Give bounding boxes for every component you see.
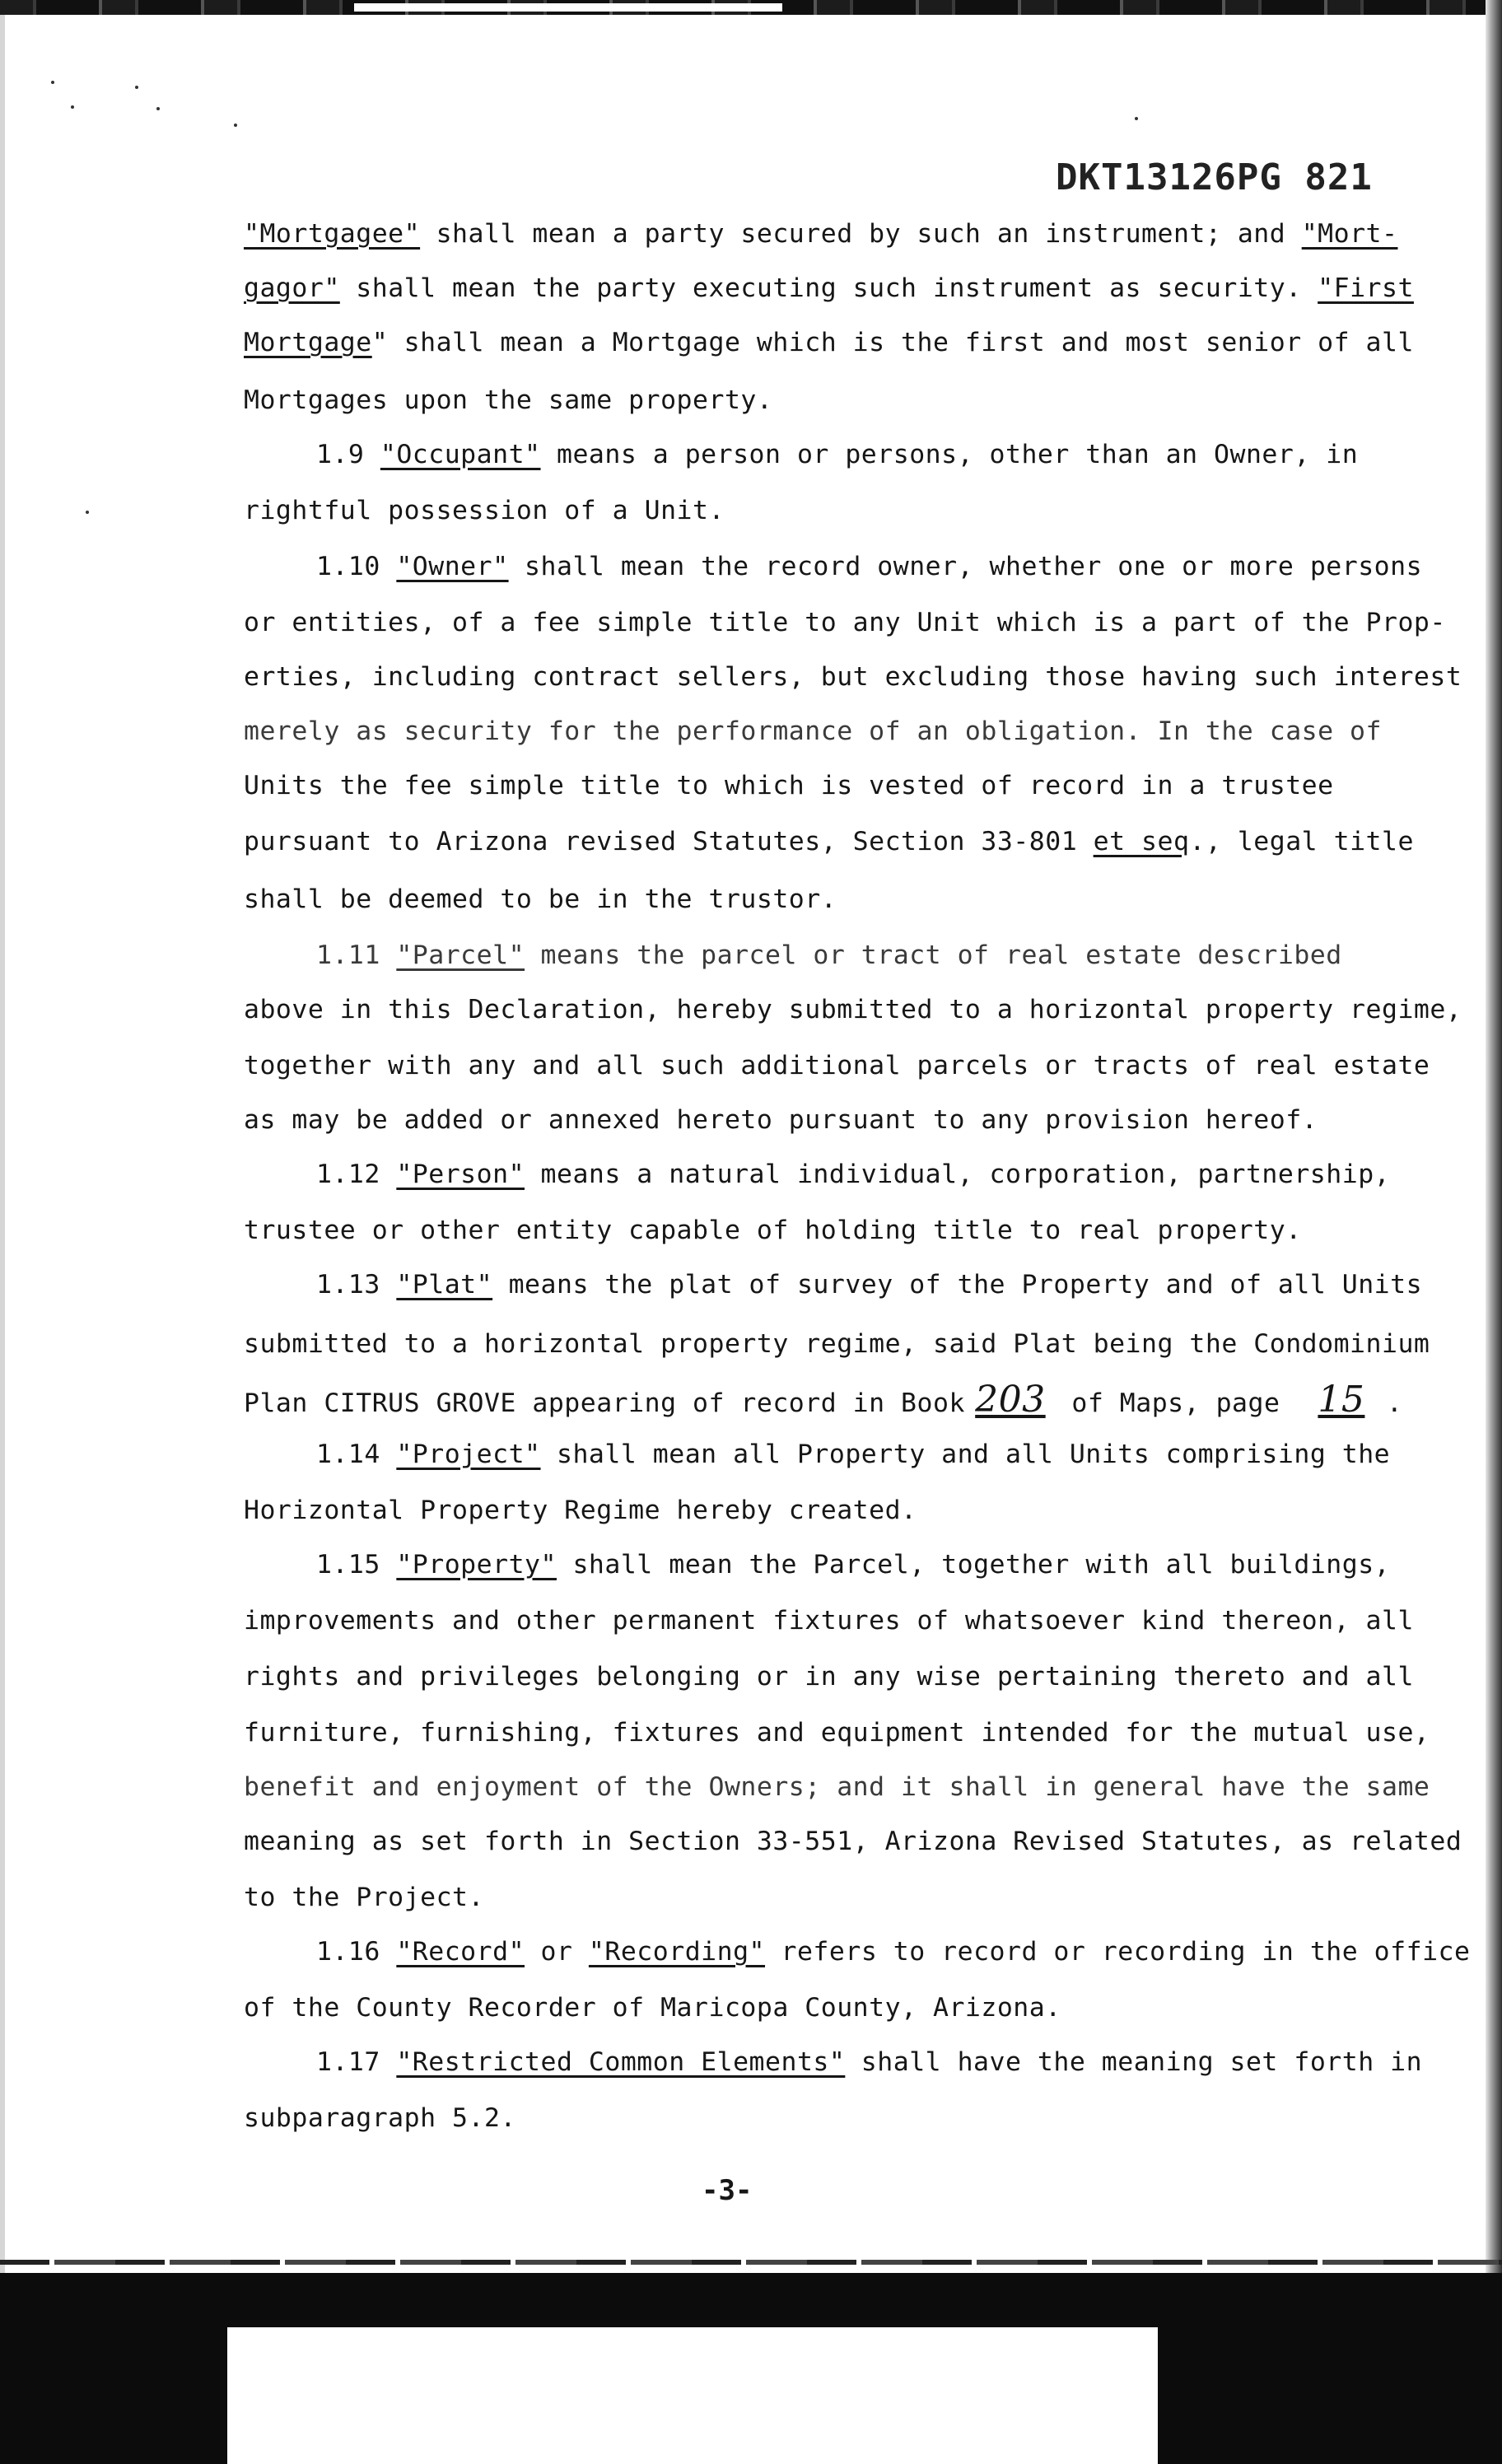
- speck: [234, 124, 237, 127]
- text-line: 1.11 "Parcel" means the parcel or tract of real estate described: [316, 940, 1342, 970]
- speck: [1135, 117, 1138, 120]
- handwritten-page-number: 15: [1318, 1379, 1365, 1421]
- speck: [135, 86, 138, 89]
- scan-bottom-paper: [227, 2327, 1158, 2464]
- text-line: 1.14 "Project" shall mean all Property and all Units comprising the: [316, 1440, 1391, 1469]
- text-line: submitted to a horizontal property regime, said Plat being the Condominium: [244, 1329, 1430, 1359]
- text-line: rightful possession of a Unit.: [244, 496, 725, 525]
- text-line: to the Project.: [244, 1883, 484, 1912]
- text-line: 1.16 "Record" or "Recording" refers to record or recording in the office: [316, 1937, 1471, 1967]
- scan-edge-right: [1486, 0, 1502, 2464]
- text-line: Units the fee simple title to which is vested of record in a trustee: [244, 771, 1334, 800]
- text-line: improvements and other permanent fixtures of whatsoever kind thereon, all: [244, 1606, 1414, 1636]
- speck: [51, 81, 54, 84]
- text-line: Plan CITRUS GROVE appearing of record in Book 203 of Maps, page 15 .: [244, 1379, 1403, 1421]
- scan-edge-gap: [354, 3, 782, 12]
- scan-edge-bottom-line: [0, 2260, 1502, 2265]
- text-line: 1.15 "Property" shall mean the Parcel, together with all buildings,: [316, 1550, 1391, 1580]
- speck: [71, 105, 74, 109]
- recording-stamp: DKT13126PG 821: [1056, 156, 1373, 198]
- handwritten-book-number: 203: [975, 1379, 1046, 1421]
- text-line: 1.9 "Occupant" means a person or persons, other than an Owner, in: [316, 440, 1359, 469]
- text-line: 1.17 "Restricted Common Elements" shall have the meaning set forth in: [316, 2047, 1423, 2077]
- text-line: "Mortgagee" shall mean a party secured by such an instrument; and "Mort-: [244, 219, 1398, 249]
- text-line: rights and privileges belonging or in any wise pertaining thereto and all: [244, 1662, 1414, 1692]
- text-line: Horizontal Property Regime hereby created.: [244, 1496, 917, 1525]
- text-line: furniture, furnishing, fixtures and equipment intended for the mutual use,: [244, 1718, 1430, 1748]
- text-line: above in this Declaration, hereby submitted to a horizontal property regime,: [244, 995, 1462, 1024]
- text-line: as may be added or annexed hereto pursuant to any provision hereof.: [244, 1105, 1318, 1135]
- text-line: 1.13 "Plat" means the plat of survey of the Property and of all Units: [316, 1270, 1423, 1300]
- text-line: shall be deemed to be in the trustor.: [244, 884, 837, 914]
- text-line: Mortgage" shall mean a Mortgage which is the first and most senior of all: [244, 328, 1414, 357]
- text-line: Mortgages upon the same property.: [244, 385, 773, 415]
- text-line: erties, including contract sellers, but excluding those having such interest: [244, 662, 1462, 692]
- text-line: meaning as set forth in Section 33-551, Arizona Revised Statutes, as related: [244, 1827, 1462, 1856]
- text-line: trustee or other entity capable of holding title to real property.: [244, 1216, 1302, 1245]
- text-line: of the County Recorder of Maricopa County, Arizona.: [244, 1993, 1061, 2023]
- text-line: 1.10 "Owner" shall mean the record owner, whether one or more persons: [316, 552, 1423, 581]
- speck: [86, 511, 89, 514]
- page-number: -3-: [702, 2174, 753, 2207]
- text-line: pursuant to Arizona revised Statutes, Section 33-801 et seq., legal title: [244, 827, 1414, 856]
- text-line: together with any and all such additional parcels or tracts of real estate: [244, 1051, 1430, 1080]
- text-line: merely as security for the performance of an obligation. In the case of: [244, 716, 1382, 746]
- text-line: gagor" shall mean the party executing such instrument as security. "First: [244, 273, 1414, 303]
- text-line: subparagraph 5.2.: [244, 2103, 516, 2133]
- text-line: benefit and enjoyment of the Owners; and it shall in general have the same: [244, 1772, 1430, 1802]
- speck: [156, 107, 160, 110]
- text-line: or entities, of a fee simple title to any Unit which is a part of the Prop-: [244, 608, 1446, 637]
- scan-edge-left: [0, 0, 5, 2464]
- text-line: 1.12 "Person" means a natural individual, corporation, partnership,: [316, 1160, 1391, 1189]
